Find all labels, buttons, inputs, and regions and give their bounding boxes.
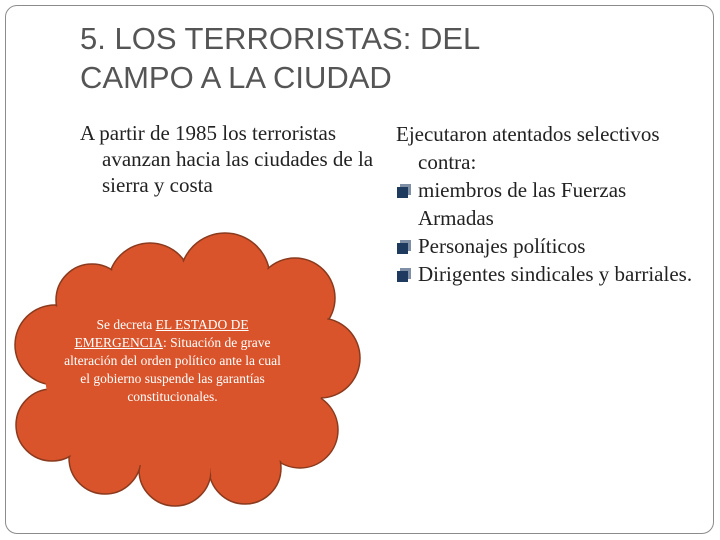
- bullet-text: miembros de las Fuerzas Armadas: [418, 178, 627, 230]
- cloud-text-suffix: : Situación de grave alteración del orden político ante la cual el gobierno suspende las garantías constitucionales.: [64, 335, 281, 404]
- bullet-text: Dirigentes sindicales y barriales.: [418, 262, 693, 286]
- bullet-text: Personajes políticos: [418, 234, 586, 258]
- title-line-1: 5. LOS TERRORISTAS: DEL: [80, 21, 481, 56]
- estado-de-emergencia-1: EL ESTADO DE: [155, 317, 249, 332]
- left-paragraph: A partir de 1985 los terroristas avanzan hacia las ciudades de la sierra y costa: [80, 121, 374, 197]
- right-intro: Ejecutaron atentados selectivos contra:: [396, 122, 660, 174]
- cloud-callout-text: [60, 316, 285, 406]
- estado-de-emergencia-2: EMERGENCIA: [74, 335, 163, 350]
- title-line-2: CAMPO A LA CIUDAD: [80, 59, 392, 95]
- cloud-text-prefix: Se decreta: [96, 317, 156, 332]
